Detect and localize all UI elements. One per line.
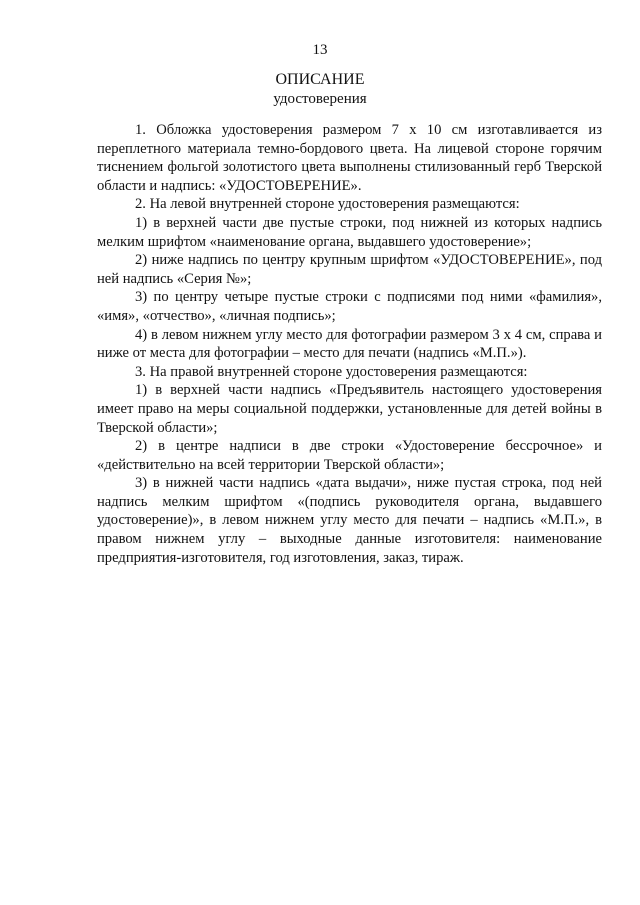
paragraph-1: 1. Обложка удостоверения размером 7 x 10 см изготавливается из переплетного материала темно-бордового цвета. На лицевой стороне горячим тиснением фольгой золотистого цвета выполнены стилизованный герб Тверской области и надпись: «УДОСТОВЕРЕНИЕ». <box>97 122 602 194</box>
paragraph-4: 2) ниже надпись по центру крупным шрифтом «УДОСТОВЕРЕНИЕ», под ней надпись «Серия №»; <box>97 252 602 287</box>
paragraph-3: 1) в верхней части две пустые строки, под нижней из которых надпись мелким шрифтом «наименование органа, выдавшего удостоверение»; <box>97 214 602 250</box>
paragraph-10: 3) в нижней части надпись «дата выдачи», ниже пустая строка, под ней надпись мелким шрифтом «(подпись руководителя органа, выдавшего удостоверение)», в левом нижнем углу место для печати – надпись «М.П.», в правом нижнем углу – выходные данные изготовителя: наименование предприятия-изготовителя, год изготовления, заказ, тираж. <box>97 475 602 566</box>
document-subtitle: удостоверения <box>273 91 367 107</box>
document-title: ОПИСАНИЕ <box>275 71 365 88</box>
paragraph-8: 1) в верхней части надпись «Предъявитель настоящего удостоверения имеет право на меры социальной поддержки, установленные для детей войны в Тверской области»; <box>97 382 602 436</box>
paragraph-6: 4) в левом нижнем углу место для фотографии размером 3 x 4 см, справа и ниже от места для фотографии – место для печати (надпись «М.П.»). <box>97 326 602 362</box>
paragraph-7: 3. На правой внутренней стороне удостоверения размещаются: <box>135 363 528 380</box>
document-body <box>97 121 602 567</box>
page-number: 13 <box>312 42 328 58</box>
paragraph-2: 2. На левой внутренней стороне удостоверения размещаются: <box>135 196 520 213</box>
paragraph-9: 2) в центре надписи в две строки «Удостоверение бессрочное» и «действительно на всей территории Тверской области»; <box>97 438 602 473</box>
paragraph-5: 3) по центру четыре пустые строки с подписями под ними «фамилия», «имя», «отчество», «личная подпись»; <box>97 289 602 324</box>
